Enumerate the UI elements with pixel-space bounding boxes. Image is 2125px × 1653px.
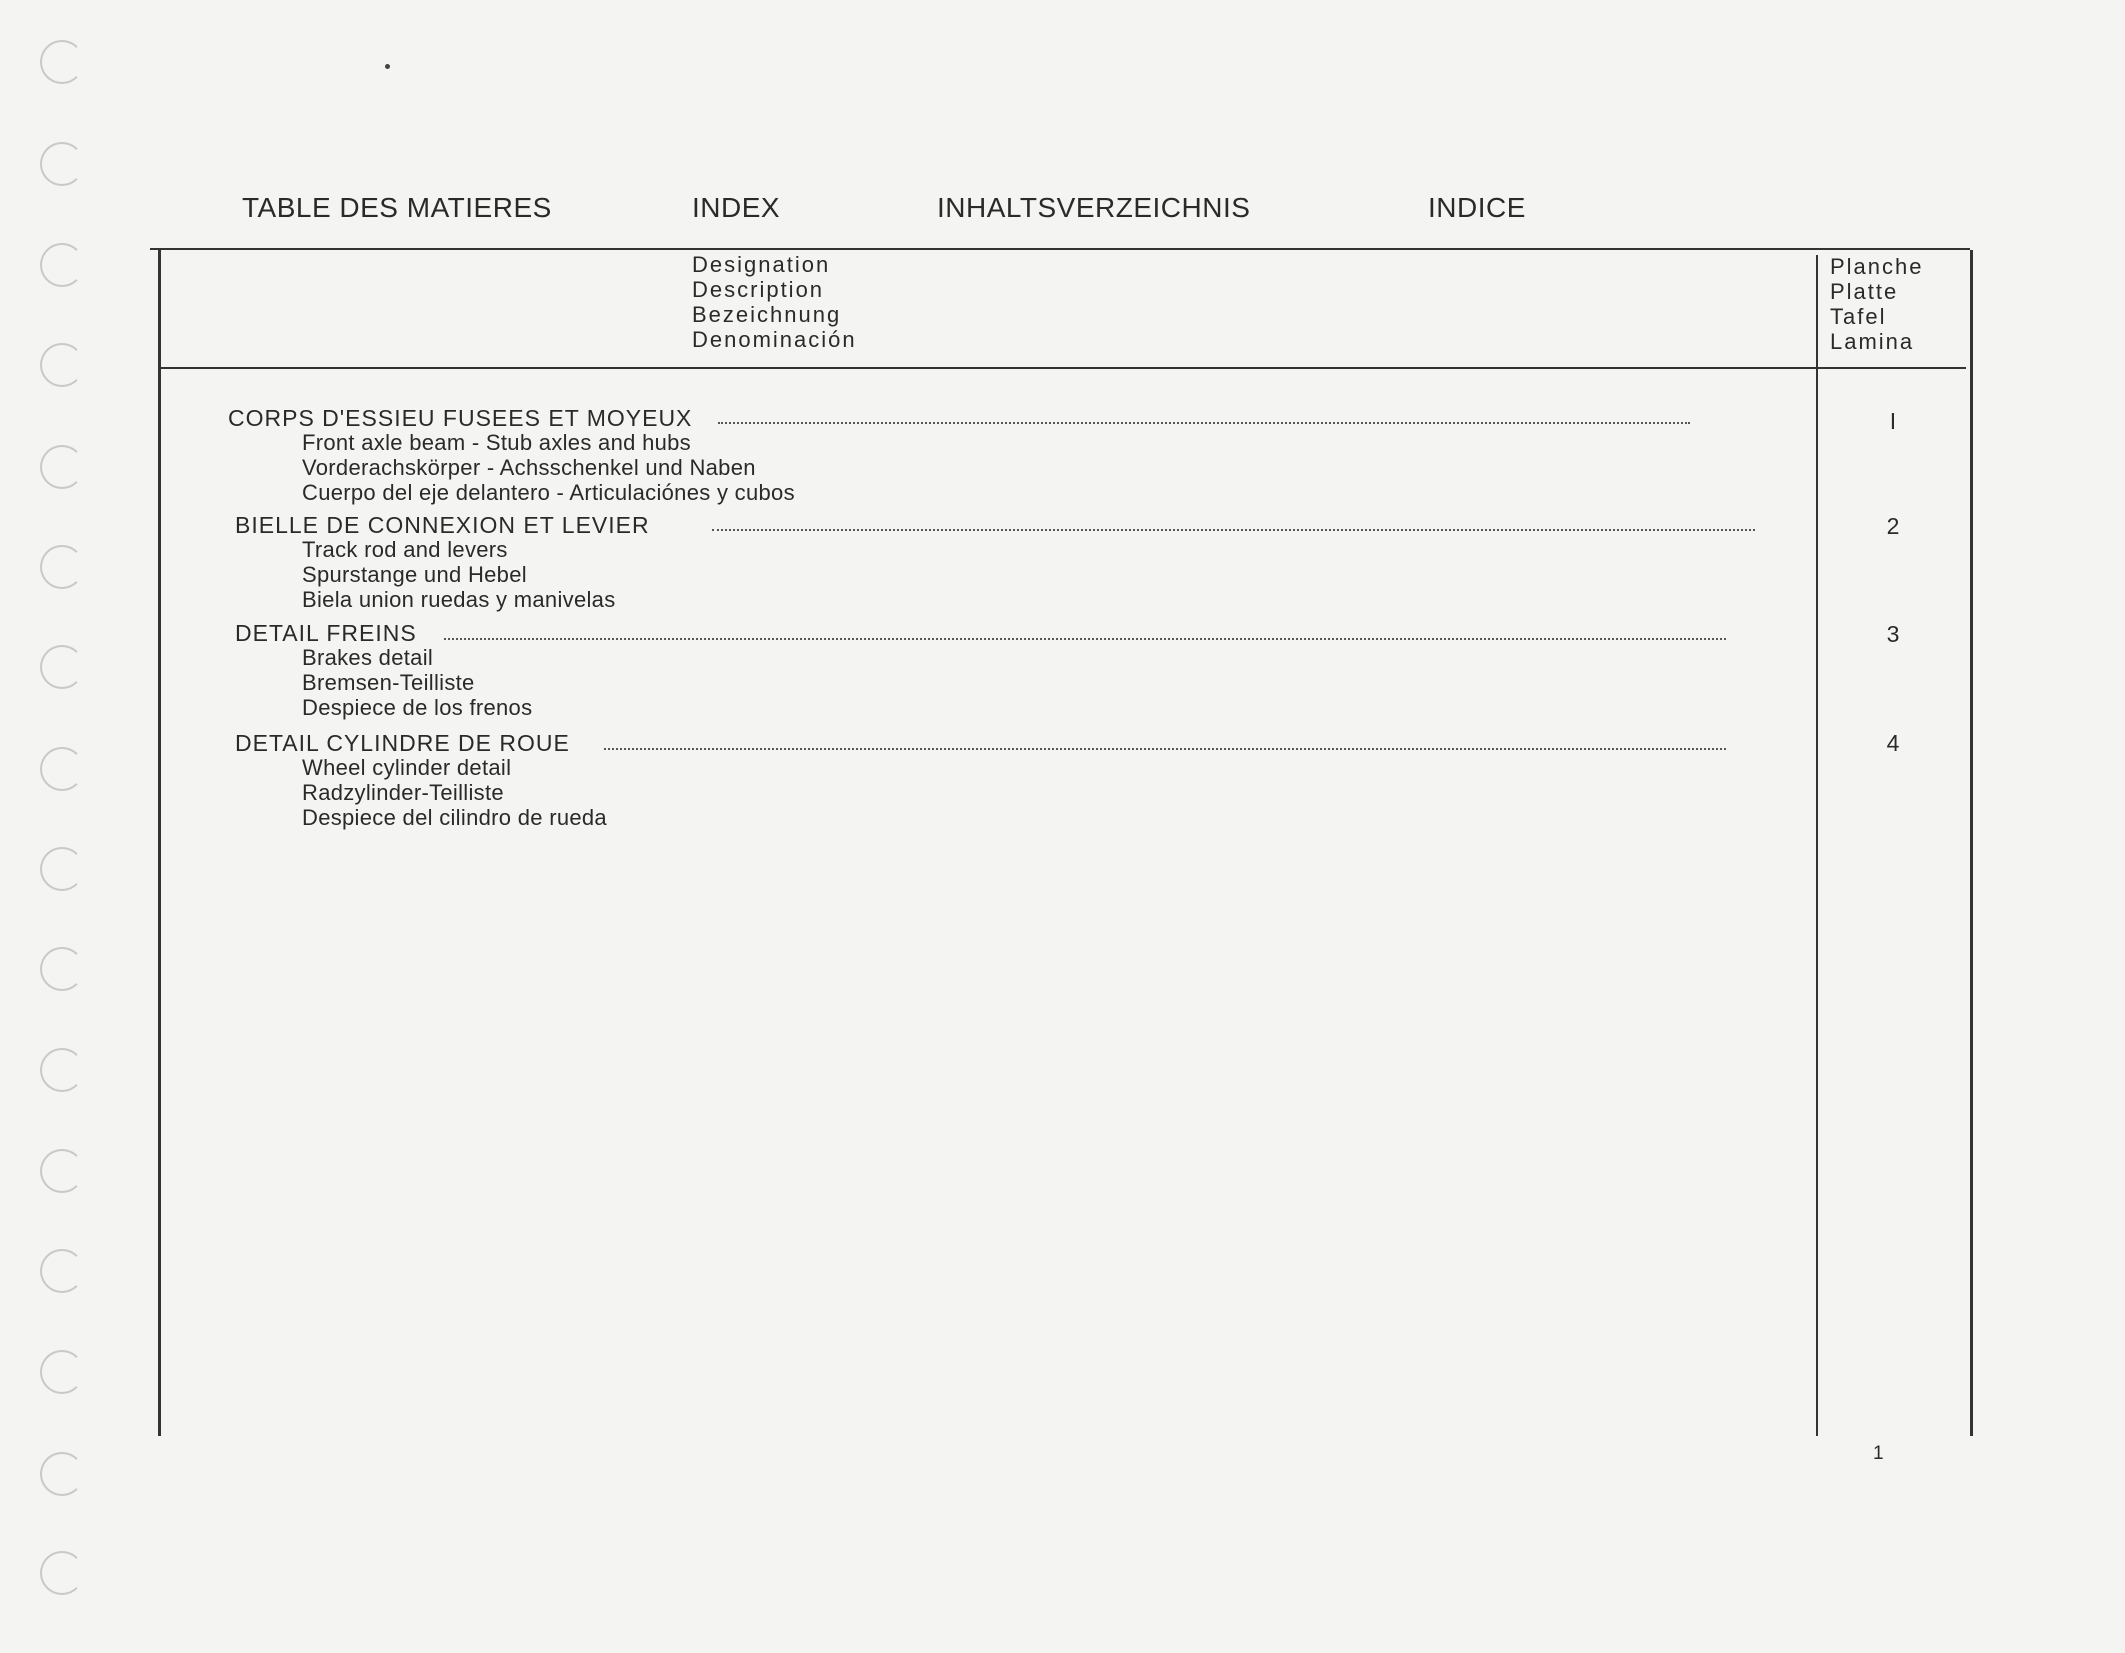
header-designation-fr: Designation bbox=[692, 252, 831, 277]
binder-hole-icon bbox=[40, 1149, 84, 1193]
binder-hole-icon bbox=[40, 645, 84, 689]
page-number: 1 bbox=[1873, 1443, 1884, 1464]
ink-dot bbox=[385, 64, 390, 69]
page-titles bbox=[0, 192, 2125, 232]
title-german: INHALTSVERZEICHNIS bbox=[937, 192, 1251, 223]
entry-plate-number: 3 bbox=[1886, 621, 1900, 647]
entry-sub-es: Biela union ruedas y manivelas bbox=[302, 587, 616, 612]
table-header-rule bbox=[158, 367, 1966, 369]
binder-holes bbox=[40, 35, 110, 1635]
entry-title[interactable]: DETAIL FREINS bbox=[235, 620, 417, 646]
binder-hole-icon bbox=[40, 545, 84, 589]
header-designation-en: Description bbox=[692, 277, 825, 302]
binder-hole-icon bbox=[40, 1350, 84, 1394]
header-plate-de: Platte bbox=[1830, 279, 1899, 304]
binder-hole-icon bbox=[40, 847, 84, 891]
binder-hole-icon bbox=[40, 243, 84, 287]
entry-title[interactable]: CORPS D'ESSIEU FUSEES ET MOYEUX bbox=[228, 405, 693, 431]
entry-plate-number: 4 bbox=[1886, 730, 1900, 756]
binder-hole-icon bbox=[40, 1048, 84, 1092]
entry-sub-de: Radzylinder-Teilliste bbox=[302, 780, 504, 805]
binder-hole-icon bbox=[40, 343, 84, 387]
designation-column-header bbox=[692, 252, 857, 352]
header-designation-es: Denominación bbox=[692, 327, 857, 352]
plate-column-header bbox=[1830, 254, 1924, 354]
entry-plate-number: 2 bbox=[1886, 513, 1900, 539]
table-top-rule bbox=[150, 248, 1970, 250]
header-plate-fr: Planche bbox=[1830, 254, 1924, 279]
binder-hole-icon bbox=[40, 40, 84, 84]
entry-sub-es: Despiece de los frenos bbox=[302, 695, 533, 720]
entry-sub-es: Despiece del cilindro de rueda bbox=[302, 805, 607, 830]
entry-sub-es: Cuerpo del eje delantero - Articulaciónes y cubos bbox=[302, 480, 795, 505]
binder-hole-icon bbox=[40, 445, 84, 489]
entry-sub-en: Front axle beam - Stub axles and hubs bbox=[302, 430, 691, 455]
dot-leader bbox=[712, 529, 1755, 531]
title-french: TABLE DES MATIERES bbox=[242, 192, 552, 223]
entry-title[interactable]: BIELLE DE CONNEXION ET LEVIER bbox=[235, 512, 650, 538]
entry-sub-de: Spurstange und Hebel bbox=[302, 562, 527, 587]
entry-sub-en: Brakes detail bbox=[302, 645, 434, 670]
binder-hole-icon bbox=[40, 1551, 84, 1595]
binder-hole-icon bbox=[40, 142, 84, 186]
table-left-rule bbox=[158, 248, 161, 1436]
title-spanish: INDICE bbox=[1428, 192, 1526, 223]
binder-hole-icon bbox=[40, 1249, 84, 1293]
entry-sub-en: Wheel cylinder detail bbox=[302, 755, 512, 780]
table-column-divider bbox=[1816, 255, 1818, 1436]
entry-sub-en: Track rod and levers bbox=[302, 537, 508, 562]
header-plate-de2: Tafel bbox=[1830, 304, 1887, 329]
entry-sub-de: Vorderachskörper - Achsschenkel und Naben bbox=[302, 455, 756, 480]
header-plate-es: Lamina bbox=[1830, 329, 1915, 354]
entry-title[interactable]: DETAIL CYLINDRE DE ROUE bbox=[235, 730, 570, 756]
dot-leader bbox=[604, 748, 1726, 750]
header-designation-de: Bezeichnung bbox=[692, 302, 842, 327]
dot-leader bbox=[718, 422, 1690, 424]
entry-sub-de: Bremsen-Teilliste bbox=[302, 670, 475, 695]
title-english: INDEX bbox=[692, 192, 781, 223]
table-right-rule bbox=[1970, 250, 1973, 1436]
binder-hole-icon bbox=[40, 947, 84, 991]
binder-hole-icon bbox=[40, 747, 84, 791]
entry-plate-number: I bbox=[1889, 408, 1897, 434]
binder-hole-icon bbox=[40, 1452, 84, 1496]
dot-leader bbox=[444, 638, 1726, 640]
